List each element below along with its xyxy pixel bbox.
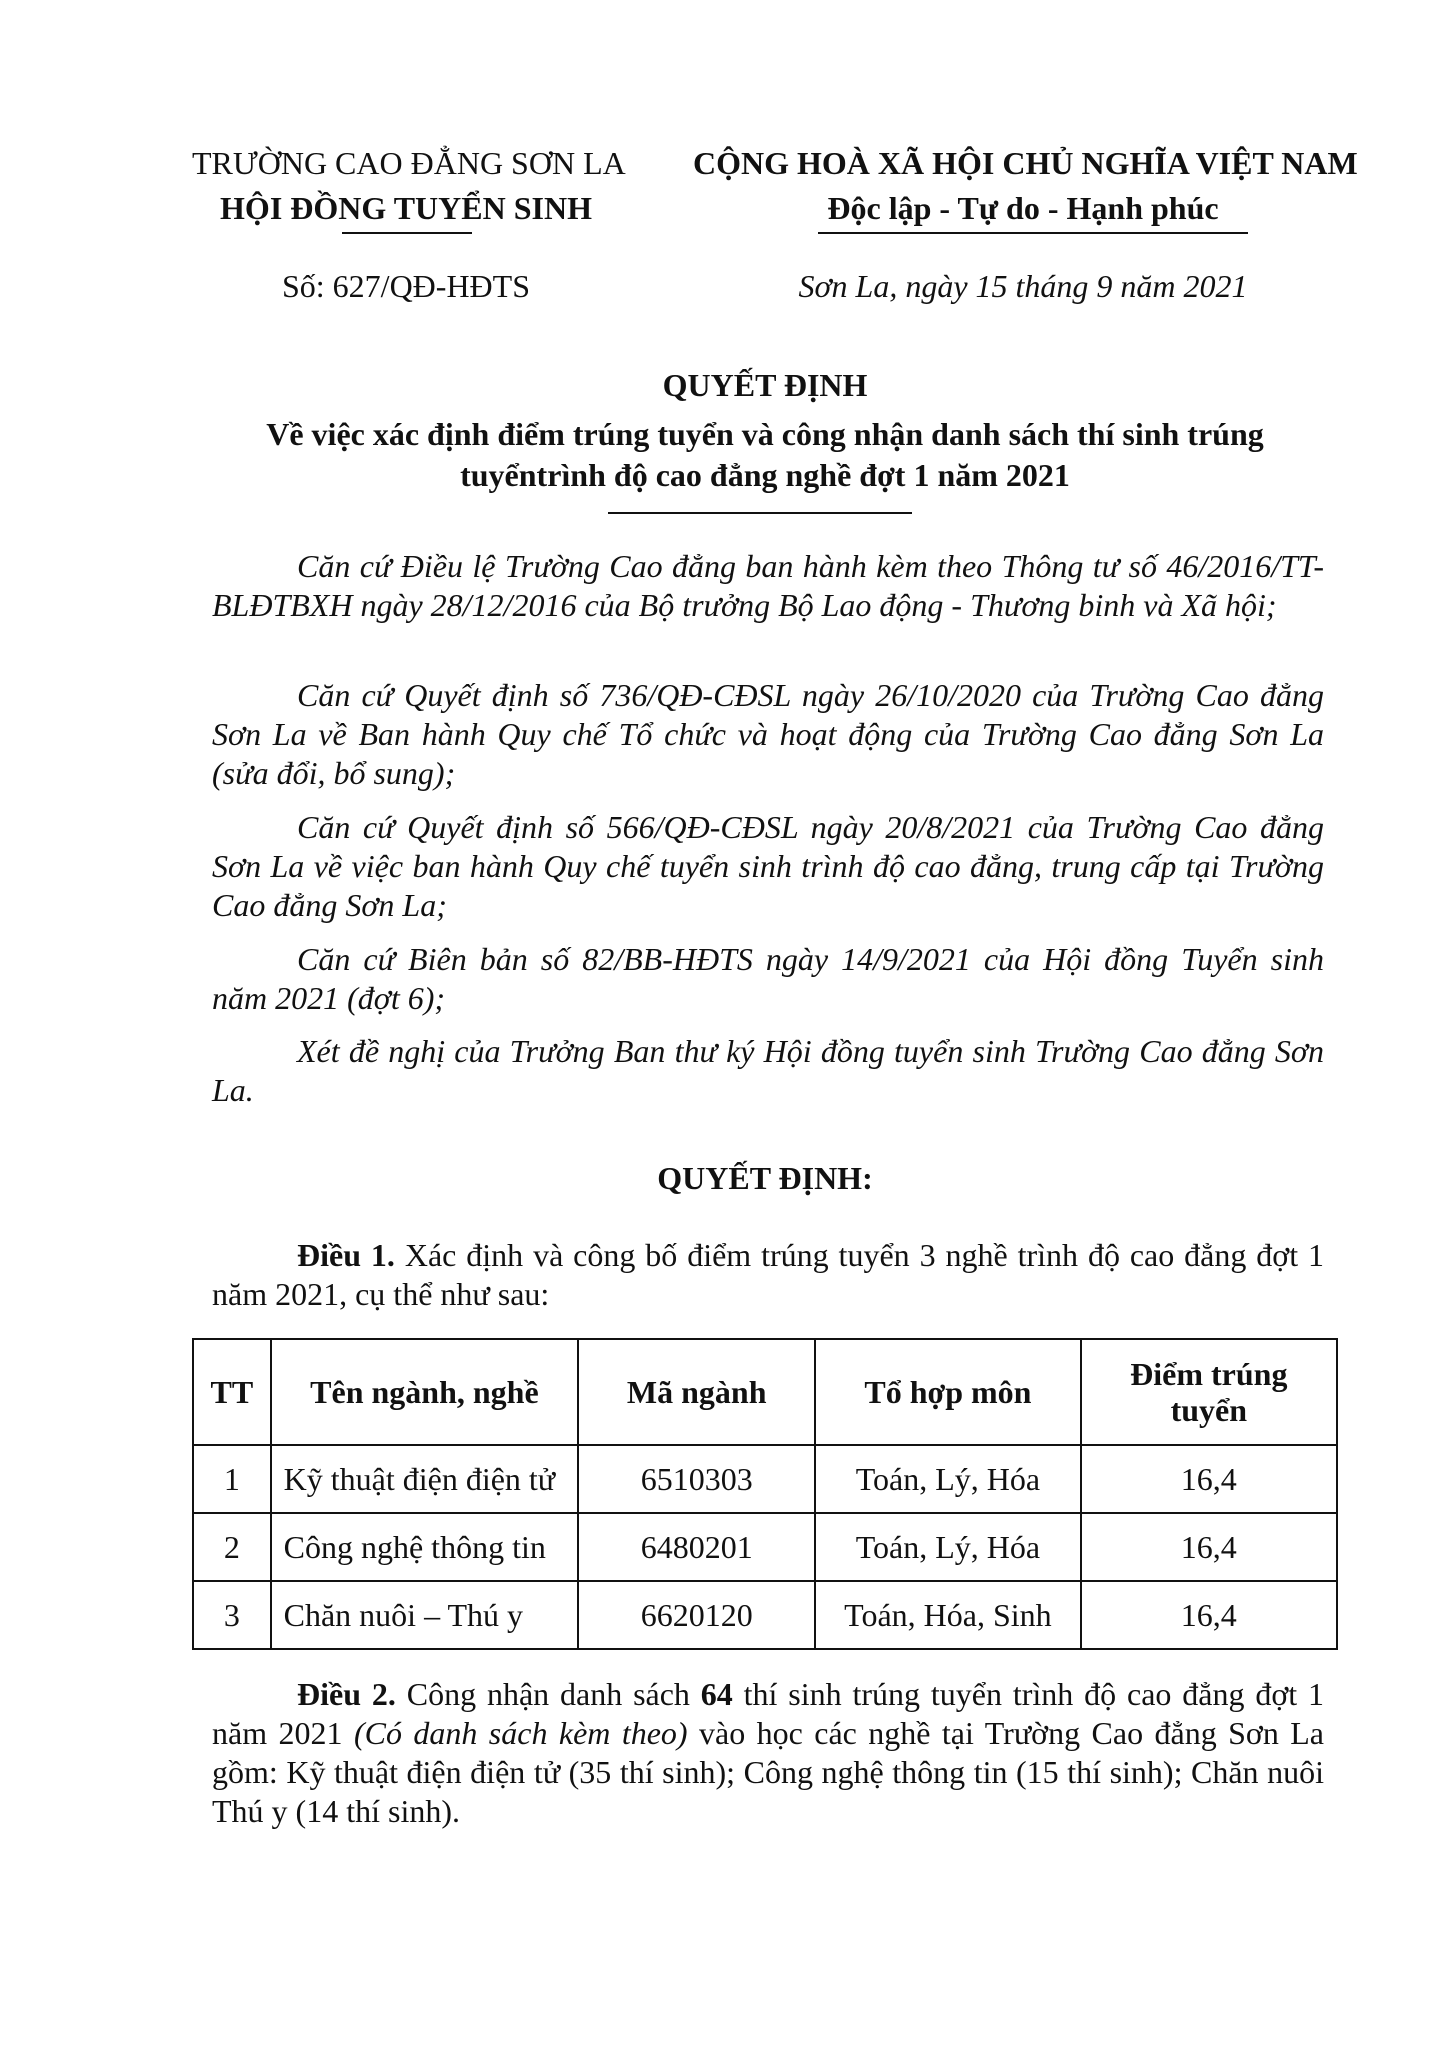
article-2-label: Điều 2. (297, 1676, 396, 1712)
admission-score-table (192, 1338, 1338, 1650)
cell-code: 6480201 (578, 1513, 815, 1581)
motto: Độc lập - Tự do - Hạnh phúc (827, 190, 1219, 226)
column-header-code: Mã ngành (578, 1339, 815, 1445)
column-header-subjects: Tổ hợp môn (815, 1339, 1080, 1445)
place-and-date: Sơn La, ngày 15 tháng 9 năm 2021 (798, 268, 1248, 304)
title-rule (608, 512, 912, 514)
preamble-item: Căn cứ Quyết định số 566/QĐ-CĐSL ngày 20/8/2021 của Trường Cao đẳng Sơn La về việc ban hành Quy chế tuyển sinh trình độ cao đẳng, trung cấp tại Trường Cao đẳng Sơn La; (212, 809, 1324, 923)
council-name: HỘI ĐỒNG TUYỂN SINH (220, 190, 592, 226)
article-2 (212, 1675, 1324, 1831)
cell-tt: 2 (193, 1513, 271, 1581)
article-1-text: Xác định và công bố điểm trúng tuyển 3 nghề trình độ cao đẳng đợt 1 năm 2021, cụ thể như sau: (212, 1237, 1325, 1312)
document-subject-line2: tuyểntrình độ cao đẳng nghề đợt 1 năm 2021 (460, 457, 1070, 493)
cell-code: 6620120 (578, 1581, 815, 1649)
document-title: QUYẾT ĐỊNH (662, 367, 868, 403)
cell-major: Công nghệ thông tin (271, 1513, 579, 1581)
country-name: CỘNG HOÀ XÃ HỘI CHỦ NGHĨA VIỆT NAM (693, 145, 1358, 181)
preamble-item: Xét đề nghị của Trưởng Ban thư ký Hội đồng tuyển sinh Trường Cao đẳng Sơn La. (212, 1033, 1324, 1108)
table-header-row (193, 1339, 1337, 1445)
cell-score: 16,4 (1081, 1445, 1337, 1513)
column-header-tt: TT (193, 1339, 271, 1445)
school-name: TRƯỜNG CAO ĐẲNG SƠN LA (192, 145, 626, 181)
article-2-text-c: vào học các nghề tại Trường Cao đẳng Sơn La gồm: Kỹ thuật điện điện tử (35 thí sinh); Công nghệ thông tin (15 thí sinh); Chăn nuôi Thú y (14 thí sinh). (212, 1715, 1325, 1829)
cell-score: 16,4 (1081, 1581, 1337, 1649)
cell-subjects: Toán, Lý, Hóa (815, 1513, 1080, 1581)
article-2-note: (Có danh sách kèm theo) (353, 1715, 688, 1751)
left-header-rule (342, 232, 472, 234)
article-2-text-b: thí sinh trúng tuyển trình độ cao đẳng đợt 1 năm 2021 (212, 1676, 1325, 1751)
article-2-text-a: Công nhận danh sách (395, 1676, 701, 1712)
preamble-item: Căn cứ Quyết định số 736/QĐ-CĐSL ngày 26/10/2020 của Trường Cao đẳng Sơn La về Ban hành Quy chế Tổ chức và hoạt động của Trường Cao đẳng Sơn La (sửa đổi, bổ sung); (212, 677, 1324, 791)
cell-tt: 1 (193, 1445, 271, 1513)
cell-major: Kỹ thuật điện điện tử (271, 1445, 579, 1513)
article-1-label: Điều 1. (297, 1237, 395, 1273)
table-row (193, 1445, 1337, 1513)
decision-heading: QUYẾT ĐỊNH: (657, 1160, 873, 1196)
article-1 (212, 1236, 1324, 1314)
document-subject-line1: Về việc xác định điểm trúng tuyển và công nhận danh sách thí sinh trúng (266, 416, 1264, 452)
cell-code: 6510303 (578, 1445, 815, 1513)
column-header-major: Tên ngành, nghề (271, 1339, 579, 1445)
cell-subjects: Toán, Hóa, Sinh (815, 1581, 1080, 1649)
article-2-count: 64 (700, 1676, 733, 1712)
preamble-item: Căn cứ Biên bản số 82/BB-HĐTS ngày 14/9/2021 của Hội đồng Tuyển sinh năm 2021 (đợt 6); (212, 941, 1324, 1016)
table-row (193, 1513, 1337, 1581)
right-header-rule (818, 232, 1248, 234)
preamble-item: Căn cứ Điều lệ Trường Cao đẳng ban hành kèm theo Thông tư số 46/2016/TT-BLĐTBXH ngày 28/12/2016 của Bộ trưởng Bộ Lao động - Thương binh và Xã hội; (212, 548, 1324, 623)
cell-score: 16,4 (1081, 1513, 1337, 1581)
column-header-score: Điểm trúng tuyển (1081, 1339, 1337, 1445)
cell-tt: 3 (193, 1581, 271, 1649)
cell-major: Chăn nuôi – Thú y (271, 1581, 579, 1649)
document-number: Số: 627/QĐ-HĐTS (281, 268, 530, 304)
table-row (193, 1581, 1337, 1649)
cell-subjects: Toán, Lý, Hóa (815, 1445, 1080, 1513)
